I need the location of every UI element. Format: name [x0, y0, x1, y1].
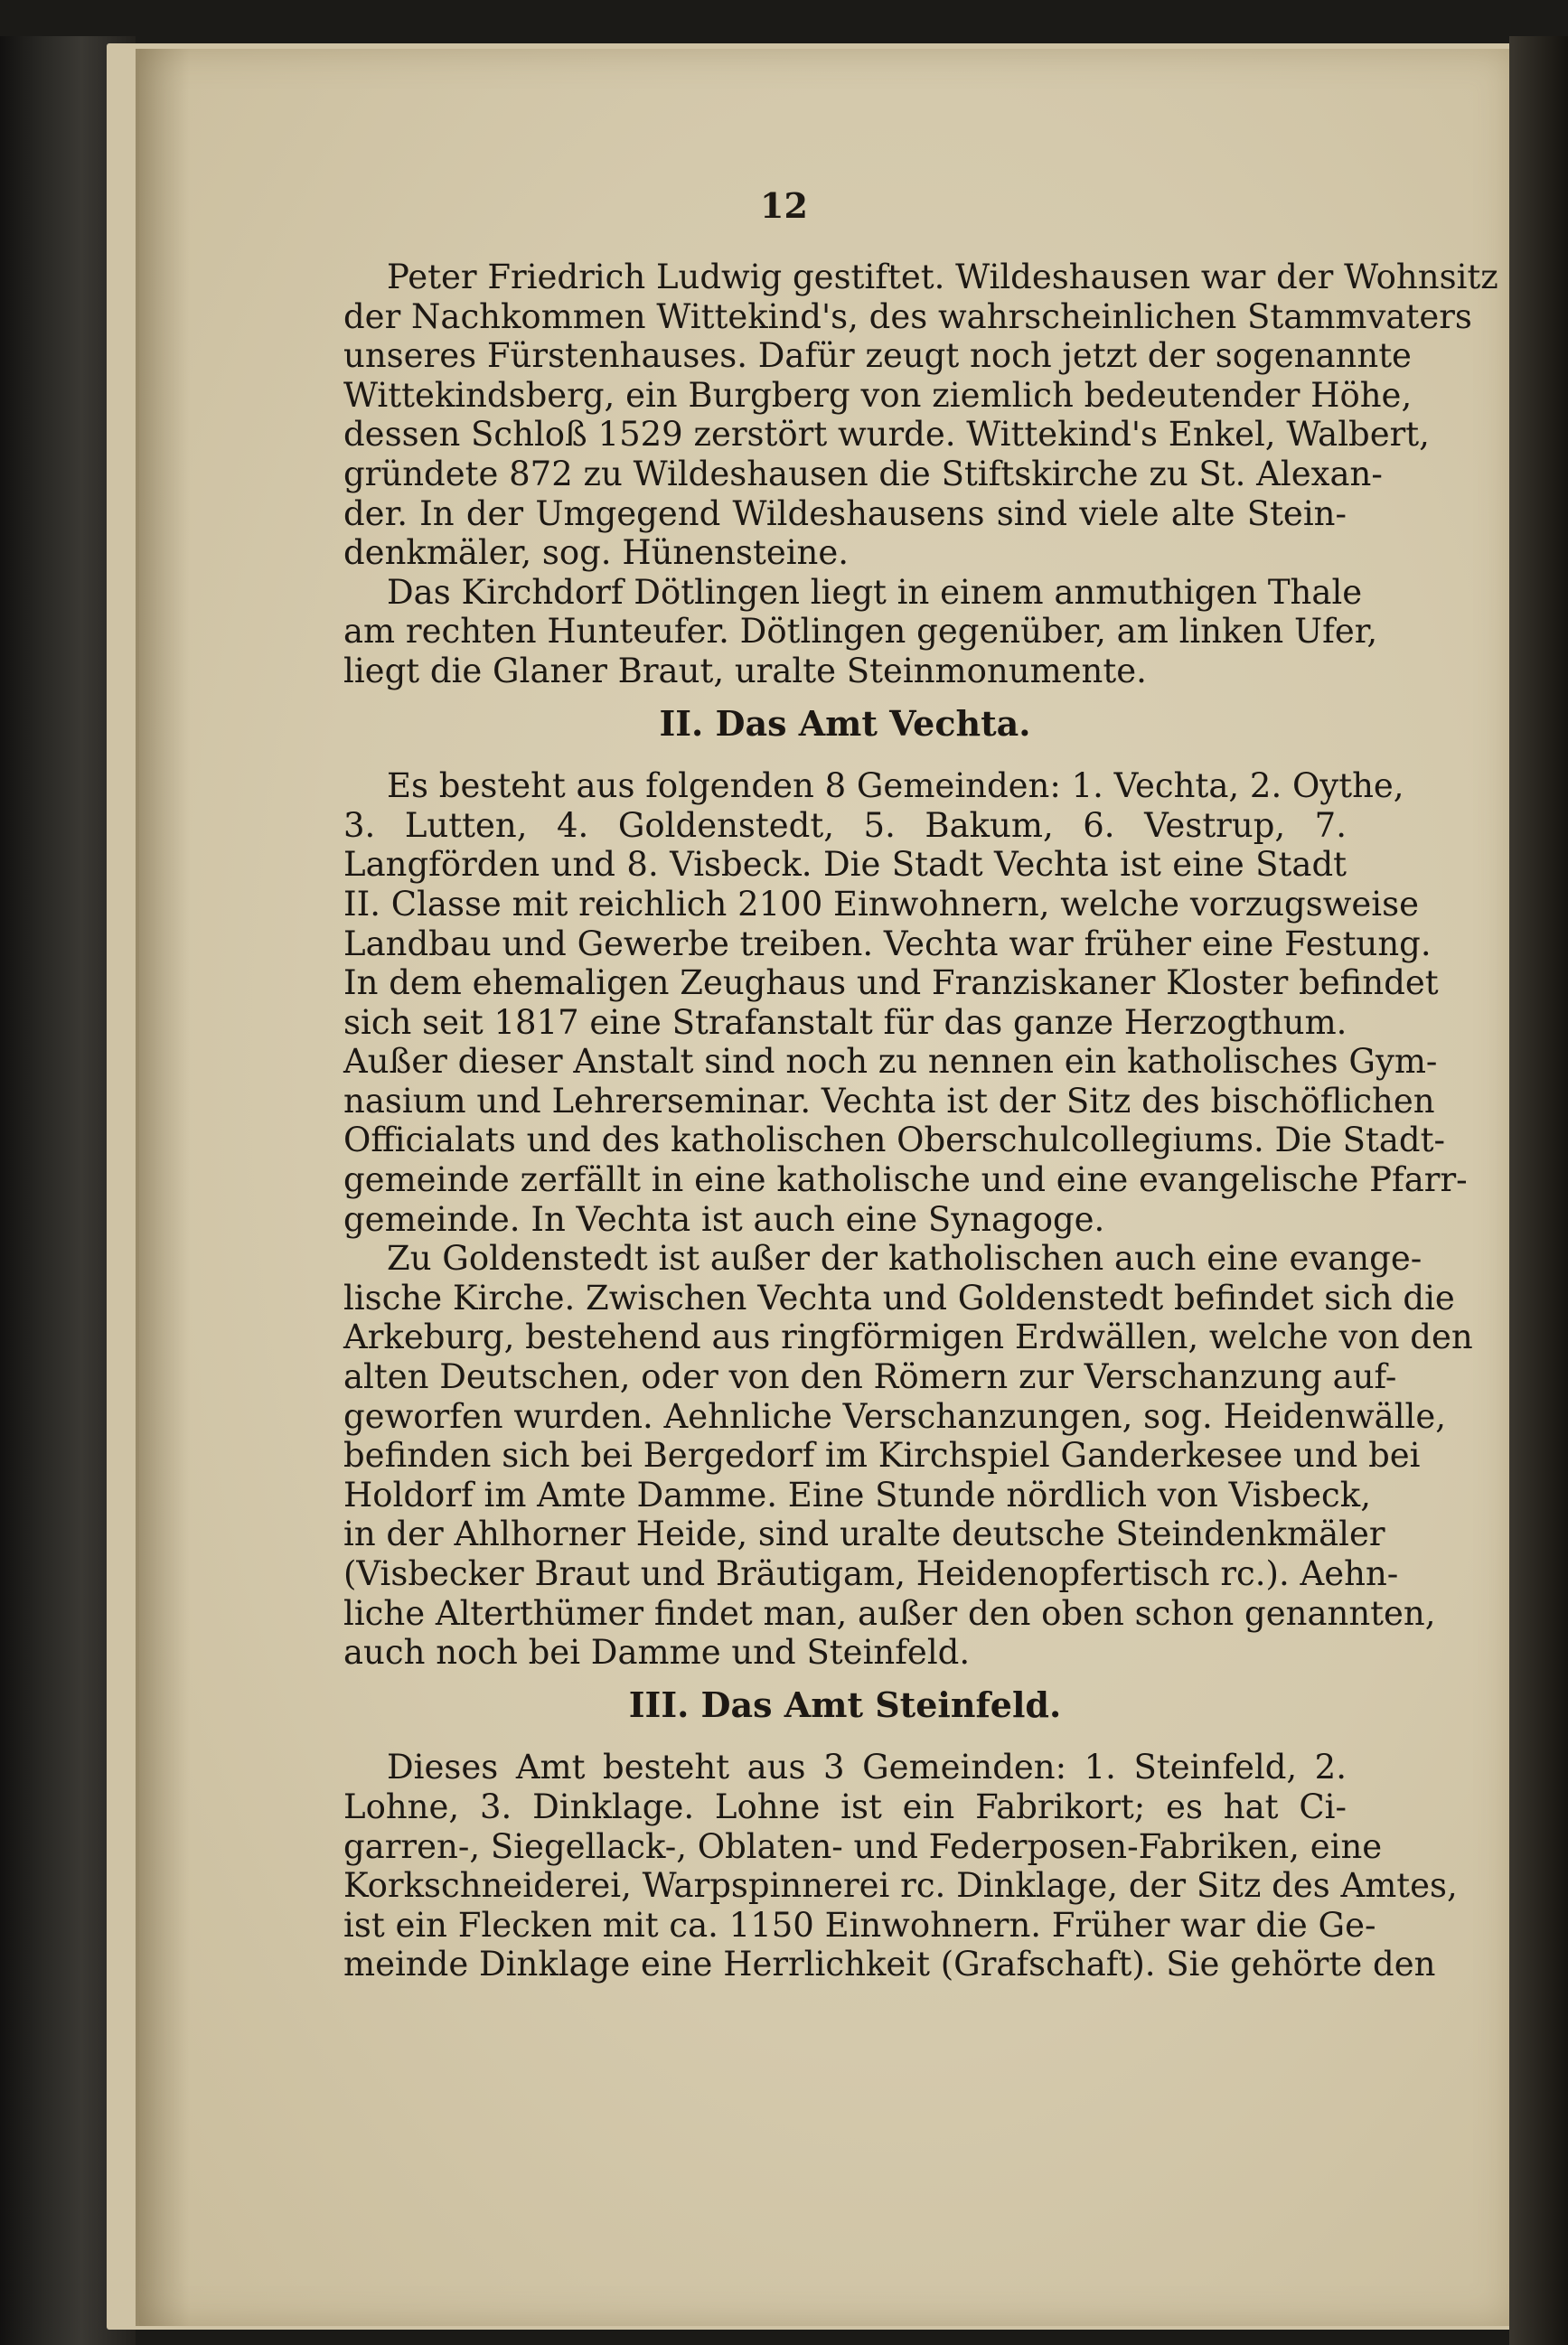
- text-line: in der Ahlhorner Heide, sind uralte deutsche Steindenkmäler: [343, 1515, 1385, 1554]
- text-line: am rechten Hunteufer. Dötlingen gegenüber, am linken Ufer,: [343, 612, 1378, 652]
- text-line: auch noch bei Damme und Steinfeld.: [343, 1633, 971, 1673]
- section-heading-steinfeld: III. Das Amt Steinfeld.: [628, 1684, 1062, 1725]
- page-number: 12: [760, 185, 808, 226]
- text-line: sich seit 1817 eine Strafanstalt für das ganze Herzogthum.: [343, 1002, 1347, 1042]
- text-line: Korkschneiderei, Warpspinnerei rc. Dinklage, der Sitz des Amtes,: [343, 1866, 1458, 1906]
- text-line: Arkeburg, bestehend aus ringförmigen Erdwällen, welche von den: [343, 1318, 1473, 1357]
- text-line: befinden sich bei Bergedorf im Kirchspiel Ganderkesee und bei: [343, 1436, 1421, 1476]
- text-line: Das Kirchdorf Dötlingen liegt in einem anmuthigen Thale: [387, 572, 1363, 612]
- text-line: Landbau und Gewerbe treiben. Vechta war früher eine Festung.: [343, 924, 1432, 963]
- text-line: Wittekindsberg, ein Burgberg von ziemlich bedeutender Höhe,: [343, 375, 1413, 415]
- text-section-2: [343, 766, 1473, 1673]
- text-line: Langförden und 8. Visbeck. Die Stadt Vechta ist eine Stadt: [343, 845, 1347, 885]
- text-line: meinde Dinklage eine Herrlichkeit (Grafschaft). Sie gehörte den: [343, 1945, 1436, 1984]
- text-line: dessen Schloß 1529 zerstört wurde. Wittekind's Enkel, Walbert,: [343, 415, 1430, 455]
- text-line: Officialats und des katholischen Oberschulcollegiums. Die Stadt-: [343, 1121, 1445, 1160]
- section-heading-vechta: II. Das Amt Vechta.: [659, 702, 1031, 744]
- text-line: alten Deutschen, oder von den Römern zur Verschanzung auf-: [343, 1357, 1397, 1397]
- text-line: geworfen wurden. Aehnliche Verschanzungen, sog. Heidenwälle,: [343, 1396, 1447, 1436]
- text-section-3: [343, 1748, 1458, 1984]
- text-line: unseres Fürstenhauses. Dafür zeugt noch jetzt der sogenannte: [343, 336, 1412, 376]
- paragraph: [343, 1239, 1473, 1673]
- text-line: der Nachkommen Wittekind's, des wahrscheinlichen Stammvaters: [343, 296, 1472, 336]
- paragraph: [343, 258, 1498, 573]
- paragraph: [343, 766, 1468, 1239]
- text-line: Es besteht aus folgenden 8 Gemeinden: 1. Vechta, 2. Oythe,: [387, 766, 1404, 806]
- text-line: In dem ehemaligen Zeughaus und Franziskaner Kloster befindet: [343, 963, 1439, 1003]
- text-line: gemeinde. In Vechta ist auch eine Synagoge.: [343, 1199, 1105, 1239]
- text-line: II. Classe mit reichlich 2100 Einwohnern, welche vorzugsweise: [343, 884, 1419, 924]
- text-line: liegt die Glaner Braut, uralte Steinmonumente.: [343, 651, 1147, 690]
- gutter-shadow: [136, 49, 190, 2326]
- text-line: ist ein Flecken mit ca. 1150 Einwohnern. Früher war die Ge-: [343, 1905, 1376, 1945]
- text-line: Lohne, 3. Dinklage. Lohne ist ein Fabrikort; es hat Ci-: [343, 1787, 1347, 1826]
- right-scan-edge: [1509, 36, 1568, 2345]
- text-line: 3. Lutten, 4. Goldenstedt, 5. Bakum, 6. Vestrup, 7.: [343, 805, 1347, 845]
- paragraph: [343, 1748, 1458, 1984]
- text-line: nasium und Lehrerseminar. Vechta ist der Sitz des bischöflichen: [343, 1081, 1435, 1121]
- text-line: Peter Friedrich Ludwig gestiftet. Wildeshausen war der Wohnsitz: [387, 258, 1498, 296]
- text-line: Dieses Amt besteht aus 3 Gemeinden: 1. Steinfeld, 2.: [387, 1748, 1347, 1787]
- text-line: Zu Goldenstedt ist außer der katholischen auch eine evange-: [387, 1239, 1422, 1279]
- text-line: garren-, Siegellack-, Oblaten- und Federposen-Fabriken, eine: [343, 1826, 1383, 1866]
- text-line: (Visbecker Braut und Bräutigam, Heidenopfertisch rc.). Aehn-: [343, 1554, 1399, 1593]
- page-text: [343, 258, 1498, 1984]
- text-line: der. In der Umgegend Wildeshausens sind viele alte Stein-: [343, 493, 1347, 533]
- text-line: denkmäler, sog. Hünensteine.: [343, 533, 850, 573]
- text-line: Holdorf im Amte Damme. Eine Stunde nördlich von Visbeck,: [343, 1475, 1371, 1515]
- text-section-1: [343, 258, 1498, 691]
- paragraph: [343, 572, 1378, 691]
- text-line: Außer dieser Anstalt sind noch zu nennen ein katholisches Gym-: [343, 1042, 1438, 1082]
- text-line: liche Alterthümer findet man, außer den oben schon genannten,: [343, 1593, 1436, 1633]
- text-line: gründete 872 zu Wildeshausen die Stiftskirche zu St. Alexan-: [343, 454, 1383, 493]
- text-line: lische Kirche. Zwischen Vechta und Goldenstedt befindet sich die: [343, 1278, 1455, 1318]
- text-line: gemeinde zerfällt in eine katholische und eine evangelische Pfarr-: [343, 1160, 1468, 1200]
